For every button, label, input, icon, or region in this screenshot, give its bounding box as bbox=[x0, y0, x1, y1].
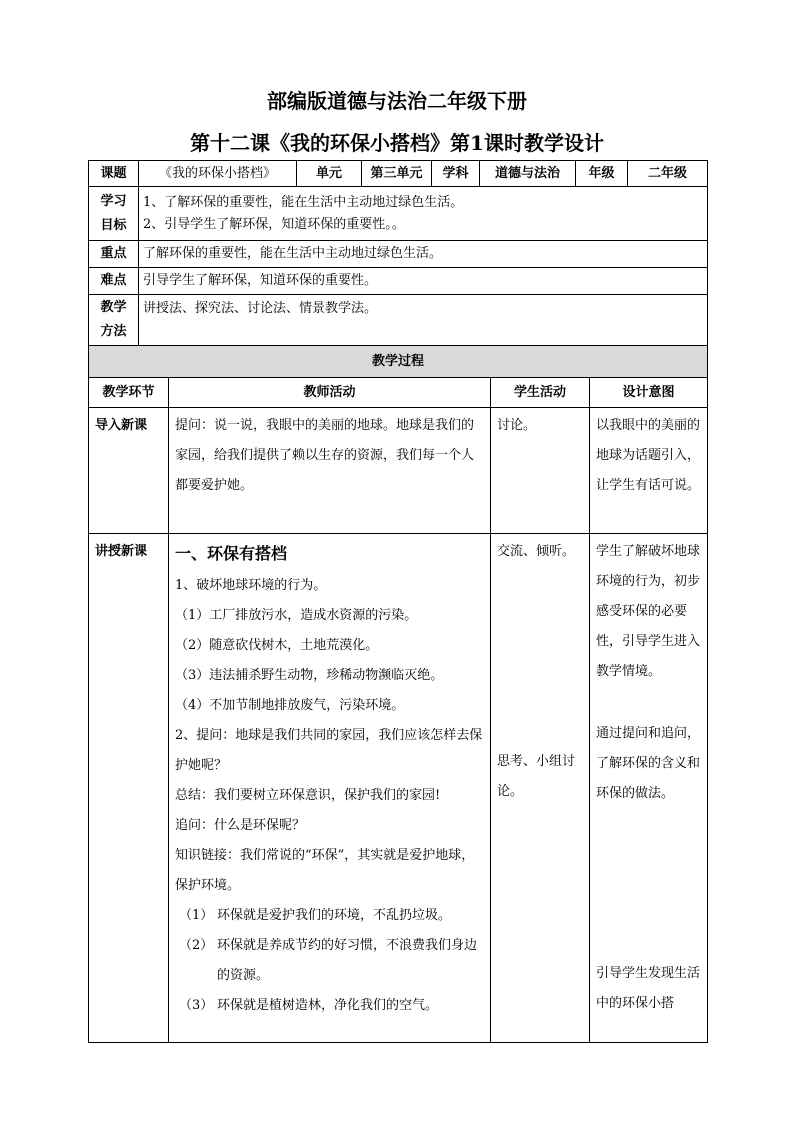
method-value: 讲授法、探究法、讨论法、情景教学法。 bbox=[139, 295, 708, 346]
teacher-line-3: （2）随意砍伐树木，土地荒漠化。 bbox=[175, 638, 379, 653]
course-value: 《我的环保小搭档》 bbox=[139, 161, 297, 187]
new-lesson-row bbox=[89, 534, 708, 1043]
teacher-line-9: 知识链接：我们常说的“环保”，其实就是爱护地球，保护环境。 bbox=[175, 848, 475, 893]
student-activity-1: 交流、倾听。 bbox=[497, 544, 576, 559]
grade-value: 二年级 bbox=[628, 161, 708, 187]
env-item-2-text: 环保就是养成节约的好习惯，不浪费我们身边的资源。 bbox=[217, 938, 478, 983]
intro-teacher: 提问：说一说，我眼中的美丽的地球。地球是我们的家园，给我们提供了赖以生存的资源，我们每一个人都要爱护她。 bbox=[169, 408, 491, 534]
intro-intent: 以我眼中的美丽的地球为话题引入，让学生有话可说。 bbox=[590, 408, 708, 534]
env-item-3 bbox=[175, 991, 484, 1021]
subject-value: 道德与法治 bbox=[480, 161, 576, 187]
new-stage: 讲授新课 bbox=[89, 534, 169, 1043]
teacher-line-5: （4）不加节制地排放废气，污染环境。 bbox=[175, 698, 405, 713]
key-value: 了解环保的重要性，能在生活中主动地过绿色生活。 bbox=[139, 241, 708, 268]
intro-row bbox=[89, 408, 708, 534]
grade-label: 年级 bbox=[576, 161, 628, 187]
lesson-info-table bbox=[88, 160, 708, 346]
intro-student: 讨论。 bbox=[491, 408, 590, 534]
teacher-line-2: （1）工厂排放污水，造成水资源的污染。 bbox=[175, 608, 418, 623]
method-label bbox=[89, 295, 139, 346]
col-stage-header: 教学环节 bbox=[89, 378, 169, 408]
teaching-process-table bbox=[88, 345, 708, 1043]
difficulty-value: 引导学生了解环保，知道环保的重要性。 bbox=[139, 268, 708, 295]
key-label: 重点 bbox=[89, 241, 139, 268]
env-item-2-num: （2） bbox=[179, 938, 214, 953]
col-intent-header: 设计意图 bbox=[590, 378, 708, 408]
intent-1: 学生了解破坏地球环境的行为，初步感受环保的必要性，引导学生进入教学情境。 bbox=[596, 544, 701, 679]
env-item-1-text: 环保就是爱护我们的环境，不乱扔垃圾。 bbox=[217, 908, 452, 923]
col-teacher-header: 教师活动 bbox=[169, 378, 491, 408]
student-activity-2: 思考、小组讨论。 bbox=[497, 754, 576, 799]
goal-2: 2、引导学生了解环保，知道环保的重要性。。 bbox=[143, 216, 405, 232]
process-header: 教学过程 bbox=[89, 346, 708, 378]
env-item-1-num: （1） bbox=[179, 908, 214, 923]
teacher-line-6: 2、提问：地球是我们共同的家园，我们应该怎样去保护她呢？ bbox=[175, 728, 483, 773]
unit-value: 第三单元 bbox=[362, 161, 432, 187]
env-item-1 bbox=[175, 901, 484, 931]
new-student bbox=[491, 534, 590, 1043]
method-label-line-1: 教学 bbox=[100, 300, 127, 315]
teacher-line-8: 追问：什么是环保呢？ bbox=[175, 818, 306, 833]
unit-label: 单元 bbox=[297, 161, 362, 187]
difficulty-label: 难点 bbox=[89, 268, 139, 295]
teacher-line-1: 1、破坏地球环境的行为。 bbox=[175, 578, 327, 593]
env-item-3-num: （3） bbox=[179, 998, 214, 1013]
env-item-2 bbox=[175, 931, 484, 991]
env-item-3-text: 环保就是植树造林，净化我们的空气。 bbox=[217, 998, 439, 1013]
intro-stage: 导入新课 bbox=[89, 408, 169, 534]
intent-3: 引导学生发现生活中的环保小搭 bbox=[596, 966, 701, 1011]
course-label: 课题 bbox=[89, 161, 139, 187]
teacher-line-7: 总结：我们要树立环保意识，保护我们的家园! bbox=[175, 788, 441, 803]
new-teacher bbox=[169, 534, 491, 1043]
col-student-header: 学生活动 bbox=[491, 378, 590, 408]
new-intent bbox=[590, 534, 708, 1043]
section-title: 一、环保有搭档 bbox=[175, 544, 288, 563]
intent-2: 通过提问和追问，了解环保的含义和环保的做法。 bbox=[596, 726, 701, 801]
goal-1: 1、了解环保的重要性，能在生活中主动地过绿色生活。 bbox=[143, 194, 464, 210]
subject-label: 学科 bbox=[432, 161, 480, 187]
document-title: 部编版道德与法治二年级下册 bbox=[267, 89, 527, 113]
teacher-line-4: （3）违法捕杀野生动物，珍稀动物濒临灭绝。 bbox=[175, 668, 444, 683]
goals-value bbox=[139, 187, 708, 241]
goals-label-line-2: 目标 bbox=[100, 217, 127, 233]
lesson-title: 第十二课《我的环保小搭档》第1课时教学设计 bbox=[190, 131, 604, 155]
method-label-line-2: 方法 bbox=[100, 324, 127, 339]
goals-label bbox=[89, 187, 139, 241]
goals-label-line-1: 学习 bbox=[100, 193, 127, 209]
